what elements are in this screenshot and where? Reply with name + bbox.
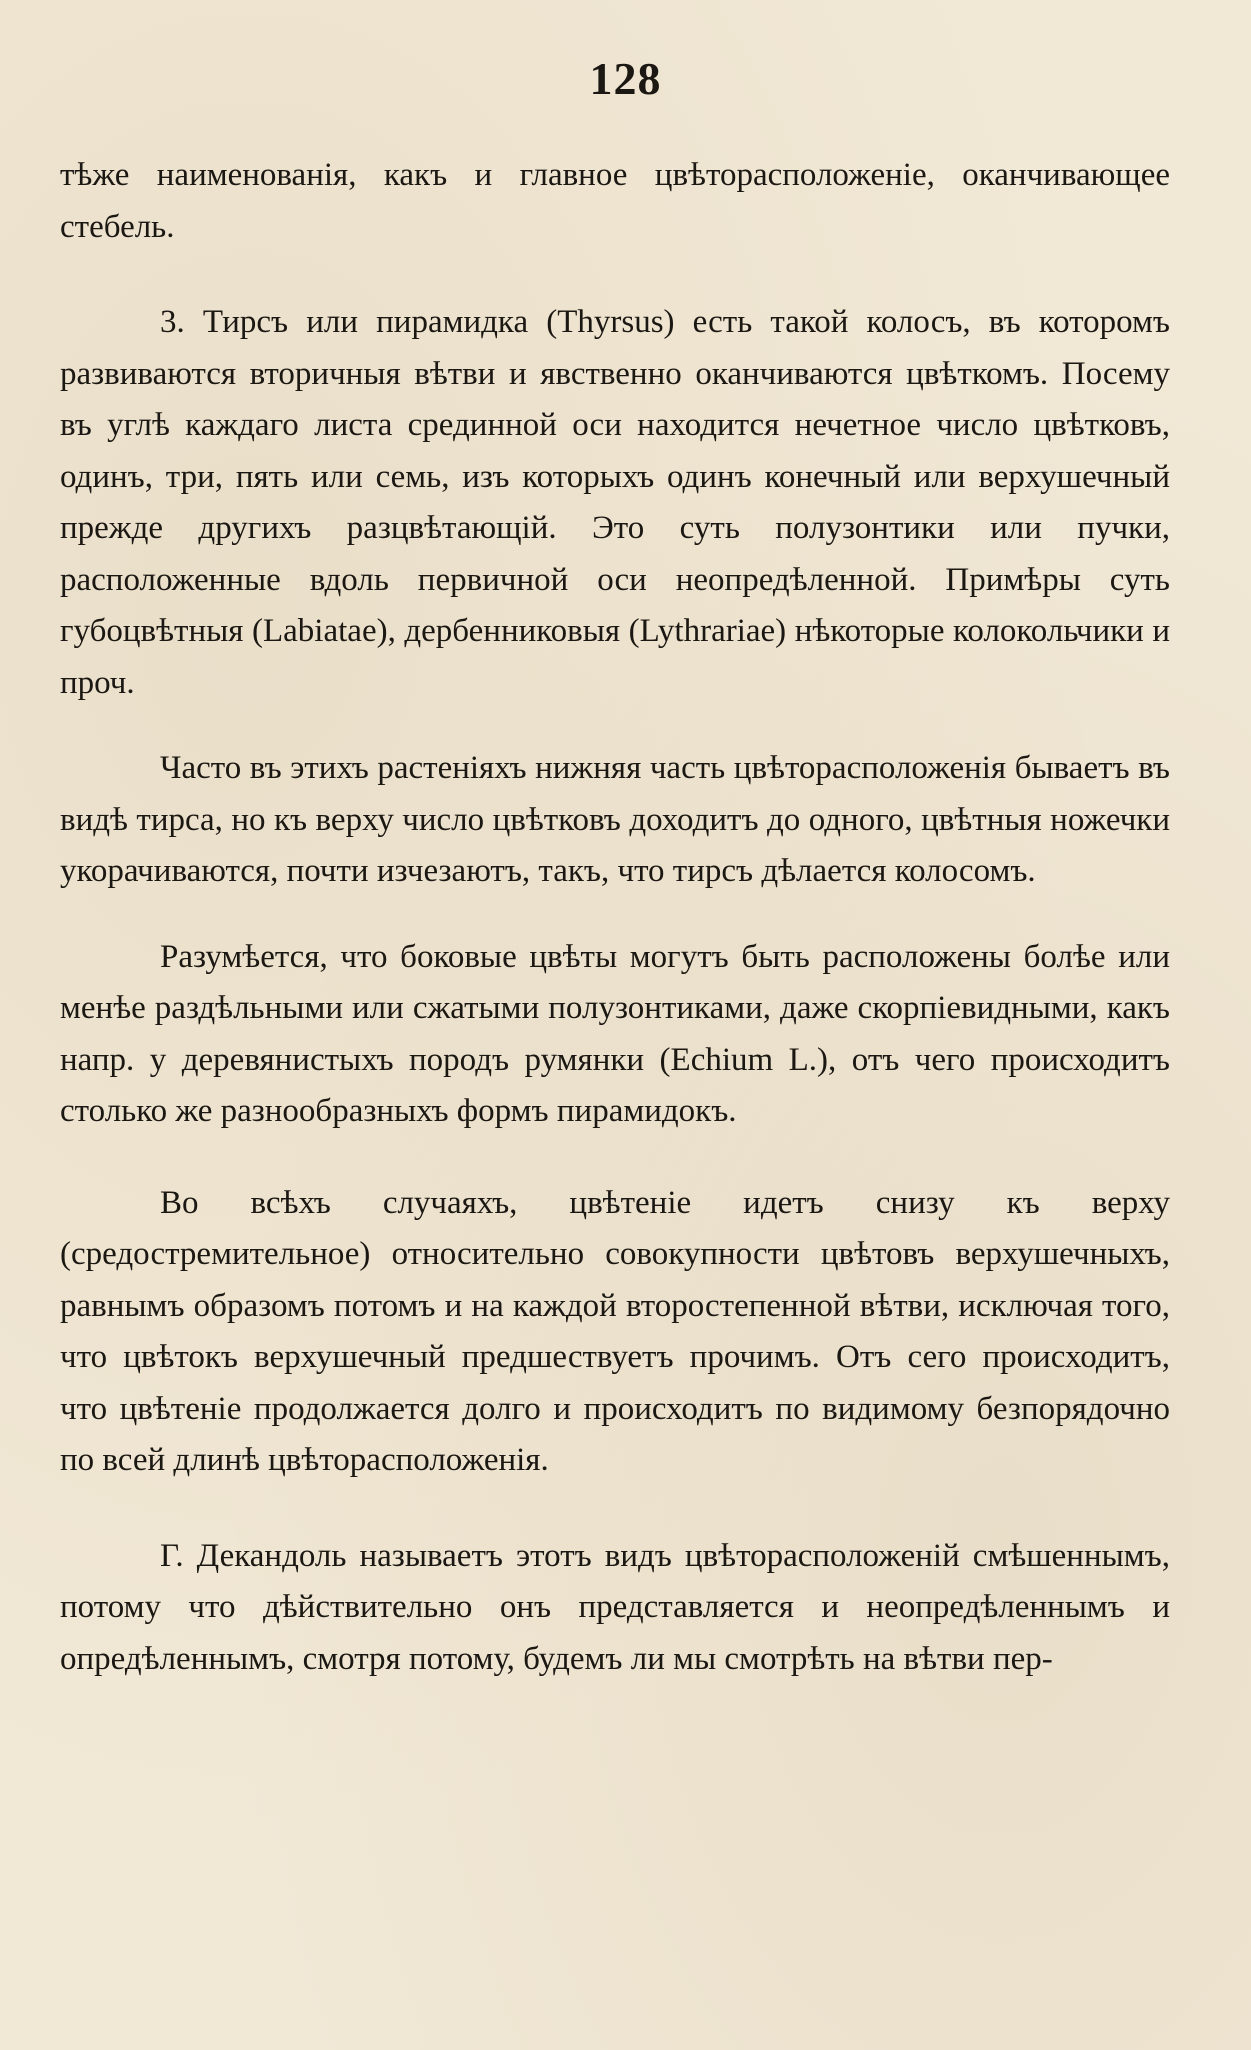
paragraph-decandolle: Г. Декандоль называетъ этотъ видъ цвѣторасположеній смѣшеннымъ, потому что дѣйствительно онъ представляется и неопредѣленнымъ и опредѣленнымъ, смотря потому, будемъ ли мы смотрѣть на вѣтви пер- <box>60 1537 1170 1677</box>
page-number: 128 <box>589 53 662 104</box>
paragraph-lateral-flowers: Разумѣется, что боковые цвѣты могутъ быть расположены болѣе или менѣе раздѣльными или сжатыми полузонтиками, даже скорпіевидными, какъ напр. у деревянистыхъ породъ румянки (Echium L.), отъ чего происходитъ столько же разнообразныхъ формъ пирамидокъ. <box>60 938 1170 1129</box>
paragraph-lower-part: Часто въ этихъ растеніяхъ нижняя часть цвѣторасположенія бываетъ въ видѣ тирса, но къ верху число цвѣтковъ доходитъ до одного, цвѣтныя ножечки укорачиваются, почти изчезаютъ, такъ, что тирсъ дѣлается колосомъ. <box>60 750 1170 889</box>
paragraph-continuation: тѣже наименованія, какъ и главное цвѣторасположеніе, оканчивающее стебель. <box>60 157 1170 245</box>
text-body <box>60 150 1170 1685</box>
paragraph-thyrsus: 3. Тирсъ или пирамидка (Thyrsus) есть такой колосъ, въ которомъ развиваются вторичныя вѣтви и явственно оканчиваются цвѣткомъ. Посему въ углѣ каждаго листа срединной оси находится нечетное число цвѣтковъ, одинъ, три, пять или семь, изъ которыхъ одинъ конечный или верхушечный прежде другихъ разцвѣтающій. Это суть полузонтики или пучки, расположенные вдоль первичной оси неопредѣленной. Примѣры суть губоцвѣтныя (Labiatae), дербенниковыя (Lythrariae) нѣкоторые колокольчики и проч. <box>60 304 1170 701</box>
paragraph-flowering-order: Во всѣхъ случаяхъ, цвѣтеніе идетъ снизу къ верху (средостремительное) относительно совокупности цвѣтовъ верхушечныхъ, равнымъ образомъ потомъ и на каждой второстепенной вѣтви, исключая того, что цвѣтокъ верхушечный предшествуетъ прочимъ. Отъ сего происходитъ, что цвѣтеніе продолжается долго и происходитъ по видимому безпорядочно по всей длинѣ цвѣторасположенія. <box>60 1184 1170 1478</box>
